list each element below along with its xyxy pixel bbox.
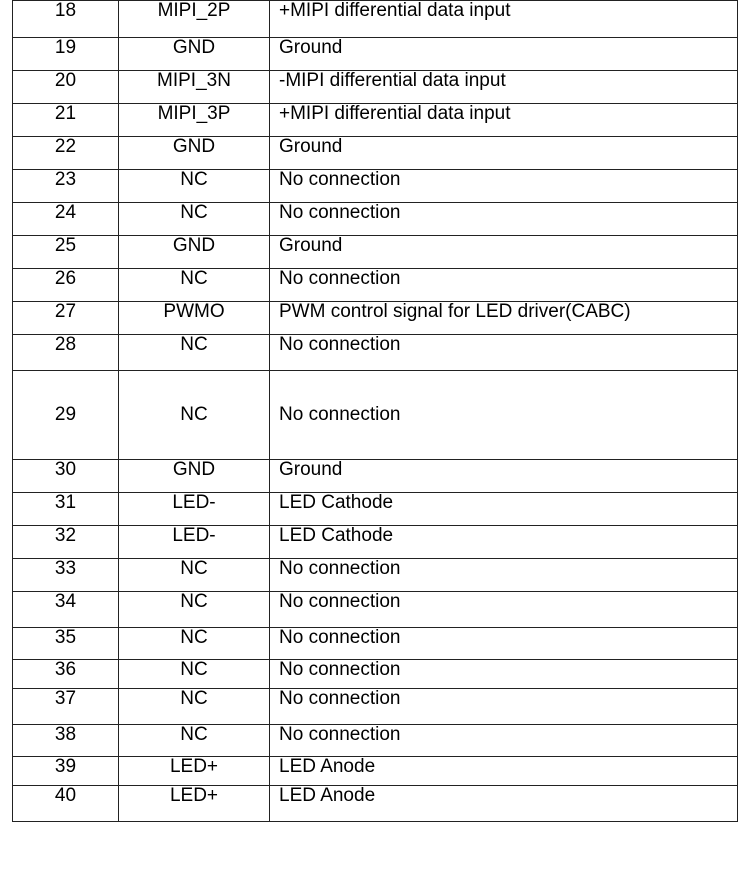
pin-number: 20: [13, 71, 119, 104]
table-row: [13, 493, 738, 526]
pin-number: 24: [13, 203, 119, 236]
pin-description: No connection: [270, 371, 738, 460]
pin-number: 31: [13, 493, 119, 526]
pin-symbol: LED-: [119, 526, 270, 559]
table-row: [13, 170, 738, 203]
pin-symbol: NC: [119, 628, 270, 660]
pin-description: No connection: [270, 628, 738, 660]
pin-description: LED Cathode: [270, 493, 738, 526]
pin-symbol: PWMO: [119, 302, 270, 335]
pin-symbol: GND: [119, 236, 270, 269]
table-row: [13, 236, 738, 269]
pin-description: PWM control signal for LED driver(CABC): [270, 302, 738, 335]
pin-symbol: MIPI_3P: [119, 104, 270, 137]
table-row: [13, 104, 738, 137]
table-row: [13, 1, 738, 38]
pin-description: LED Anode: [270, 786, 738, 822]
pin-number: 34: [13, 592, 119, 628]
table-row: [13, 460, 738, 493]
table-row: [13, 592, 738, 628]
pin-symbol: LED+: [119, 786, 270, 822]
pin-number: 36: [13, 660, 119, 689]
table-row: [13, 689, 738, 725]
pin-symbol: NC: [119, 203, 270, 236]
table-row: [13, 269, 738, 302]
pin-description: No connection: [270, 660, 738, 689]
pin-number: 21: [13, 104, 119, 137]
table-row: [13, 559, 738, 592]
pin-number: 28: [13, 335, 119, 371]
table-row: [13, 137, 738, 170]
pin-number: 19: [13, 38, 119, 71]
pin-symbol: NC: [119, 689, 270, 725]
pin-symbol: NC: [119, 269, 270, 302]
pin-symbol: NC: [119, 371, 270, 460]
pin-description: Ground: [270, 460, 738, 493]
pin-description: No connection: [270, 689, 738, 725]
pin-symbol: GND: [119, 38, 270, 71]
pin-description: LED Cathode: [270, 526, 738, 559]
pin-description: Ground: [270, 137, 738, 170]
pin-symbol: MIPI_3N: [119, 71, 270, 104]
pin-description: Ground: [270, 38, 738, 71]
table-row: [13, 757, 738, 786]
pin-description: +MIPI differential data input: [270, 1, 738, 38]
pin-number: 23: [13, 170, 119, 203]
pin-number: 33: [13, 559, 119, 592]
pin-description: No connection: [270, 592, 738, 628]
pin-number: 32: [13, 526, 119, 559]
pin-description: No connection: [270, 559, 738, 592]
pin-number: 29: [13, 371, 119, 460]
table-row: [13, 526, 738, 559]
pin-description: +MIPI differential data input: [270, 104, 738, 137]
table-row: [13, 302, 738, 335]
pin-number: 40: [13, 786, 119, 822]
pin-number: 39: [13, 757, 119, 786]
pin-symbol: GND: [119, 460, 270, 493]
pin-description: No connection: [270, 170, 738, 203]
table-row: [13, 71, 738, 104]
pin-number: 26: [13, 269, 119, 302]
table-row: [13, 335, 738, 371]
pin-description: -MIPI differential data input: [270, 71, 738, 104]
pin-description: LED Anode: [270, 757, 738, 786]
pin-symbol: NC: [119, 725, 270, 757]
pin-symbol: GND: [119, 137, 270, 170]
pin-number: 38: [13, 725, 119, 757]
pin-description: No connection: [270, 203, 738, 236]
pin-symbol: NC: [119, 559, 270, 592]
pin-description: No connection: [270, 335, 738, 371]
table-row: [13, 38, 738, 71]
pin-number: 35: [13, 628, 119, 660]
table-row: [13, 786, 738, 822]
pin-symbol: NC: [119, 170, 270, 203]
pin-symbol: NC: [119, 592, 270, 628]
pin-symbol: NC: [119, 660, 270, 689]
pin-number: 22: [13, 137, 119, 170]
pin-symbol: LED+: [119, 757, 270, 786]
pin-description: No connection: [270, 269, 738, 302]
pin-symbol: LED-: [119, 493, 270, 526]
pin-number: 25: [13, 236, 119, 269]
pin-symbol: MIPI_2P: [119, 1, 270, 38]
table-row: [13, 628, 738, 660]
pin-number: 18: [13, 1, 119, 38]
pin-number: 30: [13, 460, 119, 493]
table-row: [13, 371, 738, 460]
pin-description: Ground: [270, 236, 738, 269]
pin-number: 27: [13, 302, 119, 335]
table-row: [13, 725, 738, 757]
pin-description: No connection: [270, 725, 738, 757]
table-row: [13, 203, 738, 236]
pin-symbol: NC: [119, 335, 270, 371]
pin-assignment-table: [12, 0, 738, 822]
pin-number: 37: [13, 689, 119, 725]
table-row: [13, 660, 738, 689]
